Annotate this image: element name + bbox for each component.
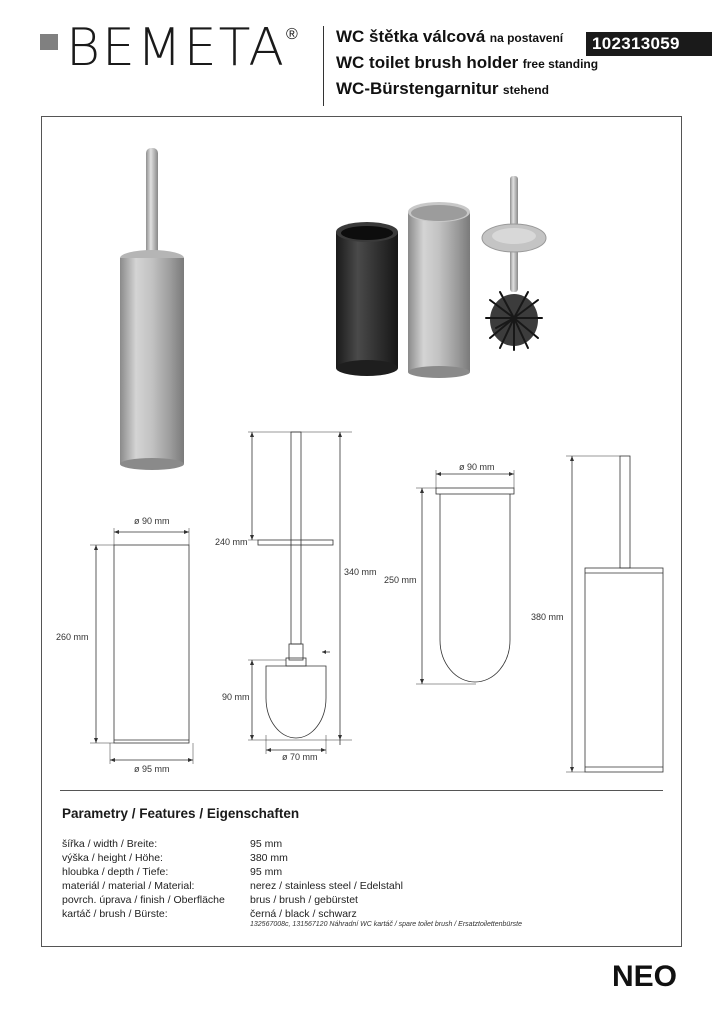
photo-black-insert [336,222,398,376]
drawing-brush-lid [258,540,333,545]
photo-brush [482,176,546,350]
dim-holder-diameter-top: ø 90 mm [134,516,170,526]
features-divider [60,790,663,791]
feature-label: kartáč / brush / Bürste: [62,908,168,920]
drawing-assembled [585,568,663,772]
series-name: NEO [612,960,678,993]
photo-steel-sleeve [408,202,470,378]
feature-label: hloubka / depth / Tiefe: [62,866,169,878]
dim-total-height: 380 mm [531,612,564,622]
dim-insert-height: 250 mm [384,575,417,585]
product-code: 102313059 [586,32,712,56]
features-title: Parametry / Features / Eigenschaften [62,806,300,821]
photo-assembled-holder [120,148,184,470]
feature-value: 380 mm [250,852,288,864]
feature-value: brus / brush / gebürstet [250,894,358,906]
feature-label: povrch. úprava / finish / Oberfläche [62,894,225,906]
drawing-brush-head [266,666,326,738]
feature-value: 95 mm [250,838,283,850]
registered-mark: ® [286,26,298,43]
drawing-sleeve [114,545,189,743]
dim-holder-diameter-bottom: ø 95 mm [134,764,170,774]
dim-brush-head-diameter: ø 70 mm [282,752,318,762]
dim-brush-total: 340 mm [344,567,377,577]
title-english: WC toilet brush holder free standing [336,53,599,72]
technical-drawings [90,432,663,772]
title-czech: WC štětka válcová na postavení [336,27,564,46]
dim-holder-height: 260 mm [56,632,89,642]
dim-brush-head-height: 90 mm [222,692,250,702]
feature-label: výška / height / Höhe: [62,852,163,864]
feature-value: černá / black / schwarz [250,908,357,920]
feature-label: šířka / width / Breite: [62,838,158,850]
title-german: WC-Bürstengarnitur stehend [336,79,549,98]
feature-value: 95 mm [250,866,283,878]
dim-insert-diameter: ø 90 mm [459,462,495,472]
feature-value: nerez / stainless steel / Edelstahl [250,880,403,892]
spare-parts-note: 132567008c, 131567120 Náhradní WC kartáč / spare toilet brush / Ersatztoilettenbürste [250,921,522,928]
dimension-arrows [94,432,574,772]
brand-logo: BEMETA [66,18,286,78]
dim-brush-upper: 240 mm [215,537,248,547]
feature-label: materiál / material / Material: [62,880,195,892]
drawing-brush-rod [291,432,301,644]
